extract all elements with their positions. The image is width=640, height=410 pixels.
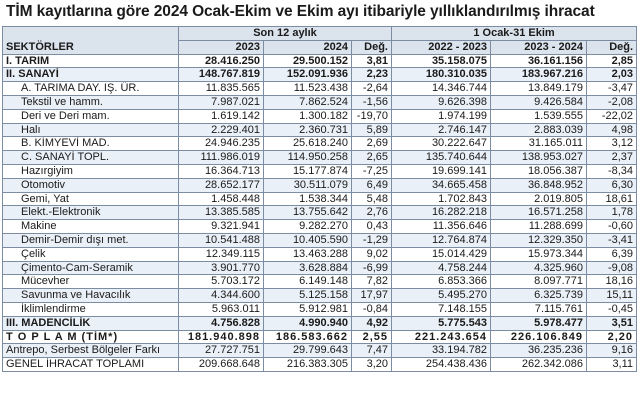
value-2023: 13.385.585 [179, 206, 264, 220]
value-2024: 9.282.270 [264, 220, 352, 234]
sector-name: İklimlendirme [3, 302, 179, 316]
table-row [3, 123, 637, 137]
change-12m: 5,89 [352, 123, 392, 137]
value-2022-2023: 35.158.075 [392, 54, 491, 68]
value-2023: 10.541.488 [179, 233, 264, 247]
sector-name: C. SANAYİ TOPL. [3, 151, 179, 165]
change-ytd: 6,39 [587, 247, 637, 261]
change-12m: -6,99 [352, 261, 392, 275]
value-2024: 7.862.524 [264, 95, 352, 109]
value-2022-2023: 135.740.644 [392, 151, 491, 165]
value-2022-2023: 1.702.843 [392, 192, 491, 206]
value-2023-2024: 36.848.952 [491, 178, 587, 192]
table-row [3, 247, 637, 261]
value-2022-2023: 221.243.654 [392, 330, 491, 344]
value-2023-2024: 262.342.086 [491, 358, 587, 372]
sector-name: B. KİMYEVİ MAD. [3, 137, 179, 151]
sector-name: Mücevher [3, 275, 179, 289]
change-ytd: 3,11 [587, 358, 637, 372]
change-ytd: 15,11 [587, 289, 637, 303]
value-2022-2023: 5.495.270 [392, 289, 491, 303]
sector-name: Antrepo, Serbest Bölgeler Farkı [3, 344, 179, 358]
sector-name: T O P L A M (TİM*) [3, 330, 179, 344]
value-2024: 13.755.642 [264, 206, 352, 220]
value-2023-2024: 13.849.179 [491, 82, 587, 96]
change-ytd: -3,47 [587, 82, 637, 96]
change-12m: 5,48 [352, 192, 392, 206]
table-row [3, 137, 637, 151]
sector-name: Çimento-Cam-Seramik [3, 261, 179, 275]
table-row [3, 316, 637, 330]
value-2024: 1.538.344 [264, 192, 352, 206]
sector-name: Çelik [3, 247, 179, 261]
value-2022-2023: 254.438.436 [392, 358, 491, 372]
value-2023-2024: 2.883.039 [491, 123, 587, 137]
value-2024: 1.300.182 [264, 109, 352, 123]
value-2023-2024: 2.019.805 [491, 192, 587, 206]
value-2023: 4.344.600 [179, 289, 264, 303]
change-ytd: -0,60 [587, 220, 637, 234]
table-row [3, 275, 637, 289]
sector-name: Gemi, Yat [3, 192, 179, 206]
change-ytd: 3,12 [587, 137, 637, 151]
change-12m: -7,25 [352, 164, 392, 178]
change-ytd: 3,51 [587, 316, 637, 330]
value-2024: 114.950.258 [264, 151, 352, 165]
value-2023-2024: 138.953.027 [491, 151, 587, 165]
value-2022-2023: 1.974.199 [392, 109, 491, 123]
value-2023: 7.987.021 [179, 95, 264, 109]
table-row [3, 95, 637, 109]
table-row [3, 220, 637, 234]
table-row [3, 178, 637, 192]
change-ytd: 4,98 [587, 123, 637, 137]
change-ytd: 2,20 [587, 330, 637, 344]
table-row [3, 54, 637, 68]
value-2024: 152.091.936 [264, 68, 352, 82]
change-ytd: -8,34 [587, 164, 637, 178]
sector-name: Hazırgiyim [3, 164, 179, 178]
change-12m: 7,82 [352, 275, 392, 289]
value-2024: 216.383.305 [264, 358, 352, 372]
value-2022-2023: 15.014.429 [392, 247, 491, 261]
value-2024: 2.360.731 [264, 123, 352, 137]
value-2023-2024: 36.235.236 [491, 344, 587, 358]
value-2023-2024: 226.106.849 [491, 330, 587, 344]
change-12m: 3,81 [352, 54, 392, 68]
sector-name: GENEL İHRACAT TOPLAMI [3, 358, 179, 372]
sector-name: II. SANAYİ [3, 68, 179, 82]
value-2023: 5.963.011 [179, 302, 264, 316]
value-2023: 16.364.713 [179, 164, 264, 178]
value-2023: 1.619.142 [179, 109, 264, 123]
sector-name: III. MADENCİLİK [3, 316, 179, 330]
change-12m: 2,23 [352, 68, 392, 82]
table-row [3, 330, 637, 344]
change-12m: 2,55 [352, 330, 392, 344]
sector-name: Savunma ve Havacılık [3, 289, 179, 303]
value-2022-2023: 5.775.543 [392, 316, 491, 330]
value-2023: 12.349.115 [179, 247, 264, 261]
change-12m: -1,56 [352, 95, 392, 109]
table-row [3, 233, 637, 247]
change-ytd: -3,41 [587, 233, 637, 247]
value-2022-2023: 11.356.646 [392, 220, 491, 234]
value-2024: 29.799.643 [264, 344, 352, 358]
change-12m: -1,29 [352, 233, 392, 247]
header-group-jan-oct: 1 Ocak-31 Ekim [392, 27, 637, 41]
value-2023-2024: 36.161.156 [491, 54, 587, 68]
change-12m: 7,47 [352, 344, 392, 358]
sector-name: Elekt.-Elektronik [3, 206, 179, 220]
change-ytd: 9,16 [587, 344, 637, 358]
value-2023: 1.458.448 [179, 192, 264, 206]
value-2022-2023: 9.626.398 [392, 95, 491, 109]
value-2023-2024: 7.115.761 [491, 302, 587, 316]
table-row [3, 206, 637, 220]
header-group-last12: Son 12 aylık [179, 27, 392, 41]
header-change-1: Değ. [352, 40, 392, 54]
value-2024: 5.125.158 [264, 289, 352, 303]
value-2024: 10.405.590 [264, 233, 352, 247]
export-table [2, 26, 637, 372]
value-2023-2024: 15.973.344 [491, 247, 587, 261]
value-2022-2023: 30.222.647 [392, 137, 491, 151]
sector-name: I. TARIM [3, 54, 179, 68]
change-ytd: -2,08 [587, 95, 637, 109]
value-2023: 28.416.250 [179, 54, 264, 68]
table-body [3, 54, 637, 371]
change-ytd: 6,30 [587, 178, 637, 192]
change-12m: 6,49 [352, 178, 392, 192]
value-2023: 28.652.177 [179, 178, 264, 192]
change-ytd: 2,03 [587, 68, 637, 82]
change-ytd: 2,85 [587, 54, 637, 68]
value-2023: 11.835.565 [179, 82, 264, 96]
header-2023-2024: 2023 - 2024 [491, 40, 587, 54]
change-ytd: 18,61 [587, 192, 637, 206]
value-2024: 11.523.438 [264, 82, 352, 96]
value-2024: 15.177.874 [264, 164, 352, 178]
value-2023-2024: 5.978.477 [491, 316, 587, 330]
change-12m: -0,84 [352, 302, 392, 316]
change-12m: 2,69 [352, 137, 392, 151]
sector-name: A. TARIMA DAY. IŞ. ÜR. [3, 82, 179, 96]
value-2023-2024: 8.097.771 [491, 275, 587, 289]
change-12m: 4,92 [352, 316, 392, 330]
table-row [3, 109, 637, 123]
value-2023-2024: 16.571.258 [491, 206, 587, 220]
value-2023: 9.321.941 [179, 220, 264, 234]
value-2023-2024: 31.165.011 [491, 137, 587, 151]
value-2023-2024: 183.967.216 [491, 68, 587, 82]
value-2022-2023: 4.758.244 [392, 261, 491, 275]
change-ytd: -22,02 [587, 109, 637, 123]
header-2024: 2024 [264, 40, 352, 54]
change-12m: 2,76 [352, 206, 392, 220]
value-2024: 25.618.240 [264, 137, 352, 151]
value-2022-2023: 14.346.744 [392, 82, 491, 96]
value-2022-2023: 33.194.782 [392, 344, 491, 358]
table-row [3, 164, 637, 178]
change-ytd: 18,16 [587, 275, 637, 289]
sector-name: Tekstil ve hamm. [3, 95, 179, 109]
table-row [3, 261, 637, 275]
value-2023-2024: 1.539.555 [491, 109, 587, 123]
value-2024: 30.511.079 [264, 178, 352, 192]
value-2024: 3.628.884 [264, 261, 352, 275]
value-2022-2023: 12.764.874 [392, 233, 491, 247]
value-2023-2024: 12.329.350 [491, 233, 587, 247]
header-sector: SEKTÖRLER [3, 27, 179, 55]
change-ytd: -0,45 [587, 302, 637, 316]
value-2023: 181.940.898 [179, 330, 264, 344]
table-row [3, 151, 637, 165]
table-row [3, 68, 637, 82]
value-2023: 24.946.235 [179, 137, 264, 151]
sector-name: Makine [3, 220, 179, 234]
value-2023-2024: 4.325.960 [491, 261, 587, 275]
value-2023: 2.229.401 [179, 123, 264, 137]
header-2022-2023: 2022 - 2023 [392, 40, 491, 54]
change-ytd: 2,37 [587, 151, 637, 165]
value-2023-2024: 11.288.699 [491, 220, 587, 234]
change-12m: -19,70 [352, 109, 392, 123]
value-2023: 5.703.172 [179, 275, 264, 289]
value-2022-2023: 34.665.458 [392, 178, 491, 192]
value-2023-2024: 18.056.387 [491, 164, 587, 178]
value-2023-2024: 6.325.739 [491, 289, 587, 303]
value-2024: 6.149.148 [264, 275, 352, 289]
header-change-2: Değ. [587, 40, 637, 54]
table-row [3, 344, 637, 358]
value-2022-2023: 6.853.366 [392, 275, 491, 289]
change-12m: 17,97 [352, 289, 392, 303]
header-2023: 2023 [179, 40, 264, 54]
value-2024: 4.990.940 [264, 316, 352, 330]
sector-name: Otomotiv [3, 178, 179, 192]
change-12m: 2,65 [352, 151, 392, 165]
table-row [3, 358, 637, 372]
table-row [3, 289, 637, 303]
value-2022-2023: 19.699.141 [392, 164, 491, 178]
sector-name: Demir-Demir dışı met. [3, 233, 179, 247]
value-2023: 4.756.828 [179, 316, 264, 330]
change-12m: 0,43 [352, 220, 392, 234]
value-2024: 29.500.152 [264, 54, 352, 68]
change-ytd: -9,08 [587, 261, 637, 275]
value-2024: 186.583.662 [264, 330, 352, 344]
value-2023: 27.727.751 [179, 344, 264, 358]
value-2023: 3.901.770 [179, 261, 264, 275]
value-2022-2023: 16.282.218 [392, 206, 491, 220]
change-12m: -2,64 [352, 82, 392, 96]
table-row [3, 192, 637, 206]
value-2023-2024: 9.426.584 [491, 95, 587, 109]
table-row [3, 82, 637, 96]
sector-name: Halı [3, 123, 179, 137]
value-2022-2023: 180.310.035 [392, 68, 491, 82]
page-title: TİM kayıtlarına göre 2024 Ocak-Ekim ve Ekim ayı itibariyle yıllıklandırılmış ihracat [6, 3, 595, 20]
value-2022-2023: 2.746.147 [392, 123, 491, 137]
value-2023: 111.986.019 [179, 151, 264, 165]
change-ytd: 1,78 [587, 206, 637, 220]
value-2022-2023: 7.148.155 [392, 302, 491, 316]
value-2024: 5.912.981 [264, 302, 352, 316]
sector-name: Deri ve Deri mam. [3, 109, 179, 123]
value-2023: 148.767.819 [179, 68, 264, 82]
value-2023: 209.668.648 [179, 358, 264, 372]
table-row [3, 302, 637, 316]
change-12m: 3,20 [352, 358, 392, 372]
value-2024: 13.463.288 [264, 247, 352, 261]
change-12m: 9,02 [352, 247, 392, 261]
